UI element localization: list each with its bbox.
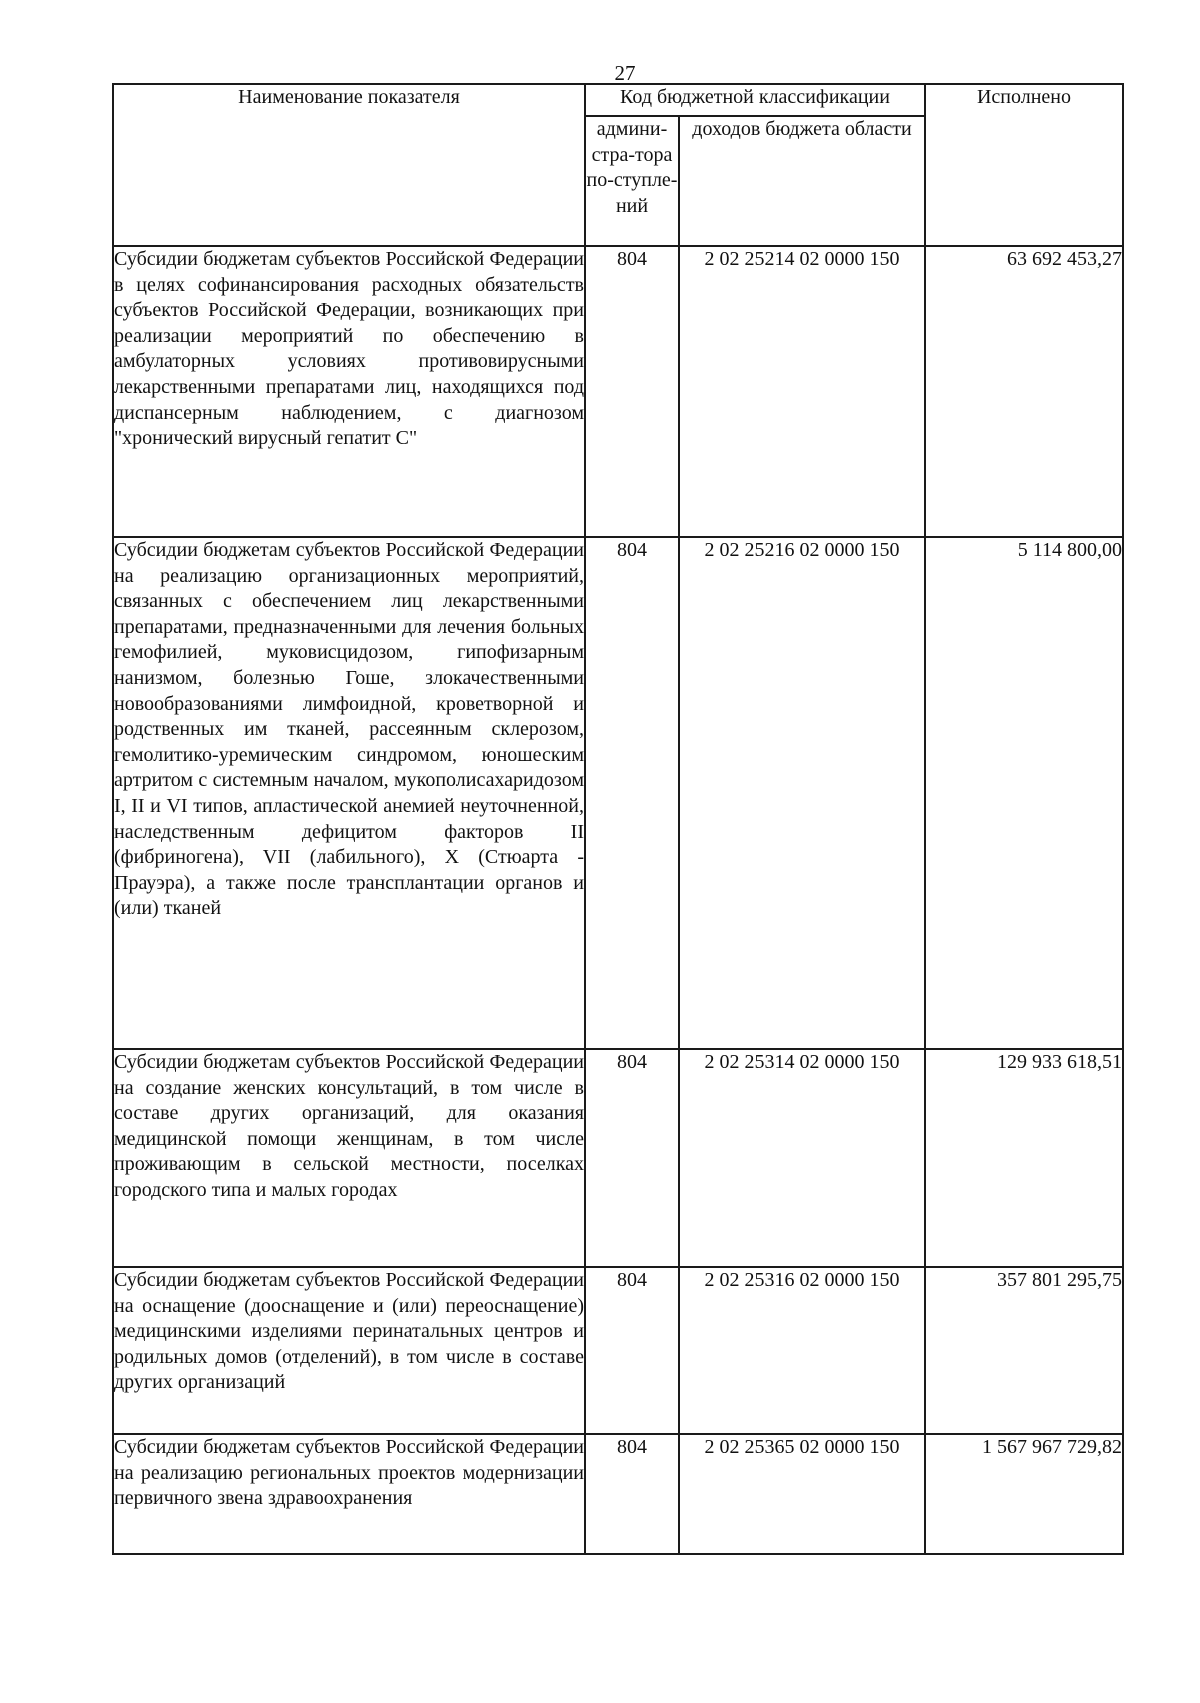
header-executed: Исполнено xyxy=(925,84,1123,246)
indicator-name-cell: Субсидии бюджетам субъектов Российской Федерации на создание женских консультаций, в том числе в составе других организаций, для оказания медицинской помощи женщинам, в том числе проживающим в сельской местности, поселках городского типа и малых городах xyxy=(113,1049,585,1267)
header-income-code: доходов бюджета области xyxy=(679,116,925,246)
budget-income-table xyxy=(112,83,1124,1555)
admin-code-cell: 804 xyxy=(585,1049,679,1267)
income-code-cell: 2 02 25216 02 0000 150 xyxy=(679,537,925,1049)
table-row xyxy=(113,1049,1123,1267)
table-header-row xyxy=(113,84,1123,116)
indicator-name-cell: Субсидии бюджетам субъектов Российской Федерации на оснащение (дооснащение и (или) переоснащение) медицинскими изделиями перинатальных центров и родильных домов (отделений), в том числе в составе других организаций xyxy=(113,1267,585,1434)
executed-amount-cell: 357 801 295,75 xyxy=(925,1267,1123,1434)
executed-amount-cell: 1 567 967 729,82 xyxy=(925,1434,1123,1554)
executed-amount-cell: 5 114 800,00 xyxy=(925,537,1123,1049)
admin-code-cell: 804 xyxy=(585,537,679,1049)
table-row xyxy=(113,1434,1123,1554)
admin-code-cell: 804 xyxy=(585,1267,679,1434)
income-code-cell: 2 02 25365 02 0000 150 xyxy=(679,1434,925,1554)
income-code-cell: 2 02 25314 02 0000 150 xyxy=(679,1049,925,1267)
table-row xyxy=(113,1267,1123,1434)
income-code-cell: 2 02 25214 02 0000 150 xyxy=(679,246,925,537)
executed-amount-cell: 63 692 453,27 xyxy=(925,246,1123,537)
header-administrator: админи-стра-тора по-ступле-ний xyxy=(585,116,679,246)
table-row xyxy=(113,537,1123,1049)
table-row xyxy=(113,246,1123,537)
executed-amount-cell: 129 933 618,51 xyxy=(925,1049,1123,1267)
header-indicator-name: Наименование показателя xyxy=(113,84,585,246)
admin-code-cell: 804 xyxy=(585,1434,679,1554)
indicator-name-cell: Субсидии бюджетам субъектов Российской Федерации в целях софинансирования расходных обязательств субъектов Российской Федерации, возникающих при реализации мероприятий по обеспечению в амбулаторных условиях противовирусными лекарственными препаратами лиц, находящихся под диспансерным наблюдением, с диагнозом "хронический вирусный гепатит С" xyxy=(113,246,585,537)
admin-code-cell: 804 xyxy=(585,246,679,537)
income-code-cell: 2 02 25316 02 0000 150 xyxy=(679,1267,925,1434)
indicator-name-cell: Субсидии бюджетам субъектов Российской Федерации на реализацию организационных мероприятий, связанных с обеспечением лиц лекарственными препаратами, предназначенными для лечения больных гемофилией, муковисцидозом, гипофизарным нанизмом, болезнью Гоше, злокачественными новообразованиями лимфоидной, кроветворной и родственных им тканей, рассеянным склерозом, гемолитико-уремическим синдромом, юношеским артритом с системным началом, мукополисахаридозом I, II и VI типов, апластической анемией неуточненной, наследственным дефицитом факторов II (фибриногена), VII (лабильного), X (Стюарта - Прауэра), а также после трансплантации органов и (или) тканей xyxy=(113,537,585,1049)
indicator-name-cell: Субсидии бюджетам субъектов Российской Федерации на реализацию региональных проектов модернизации первичного звена здравоохранения xyxy=(113,1434,585,1554)
header-budget-code: Код бюджетной классификации xyxy=(585,84,925,116)
page-number: 27 xyxy=(614,61,636,85)
